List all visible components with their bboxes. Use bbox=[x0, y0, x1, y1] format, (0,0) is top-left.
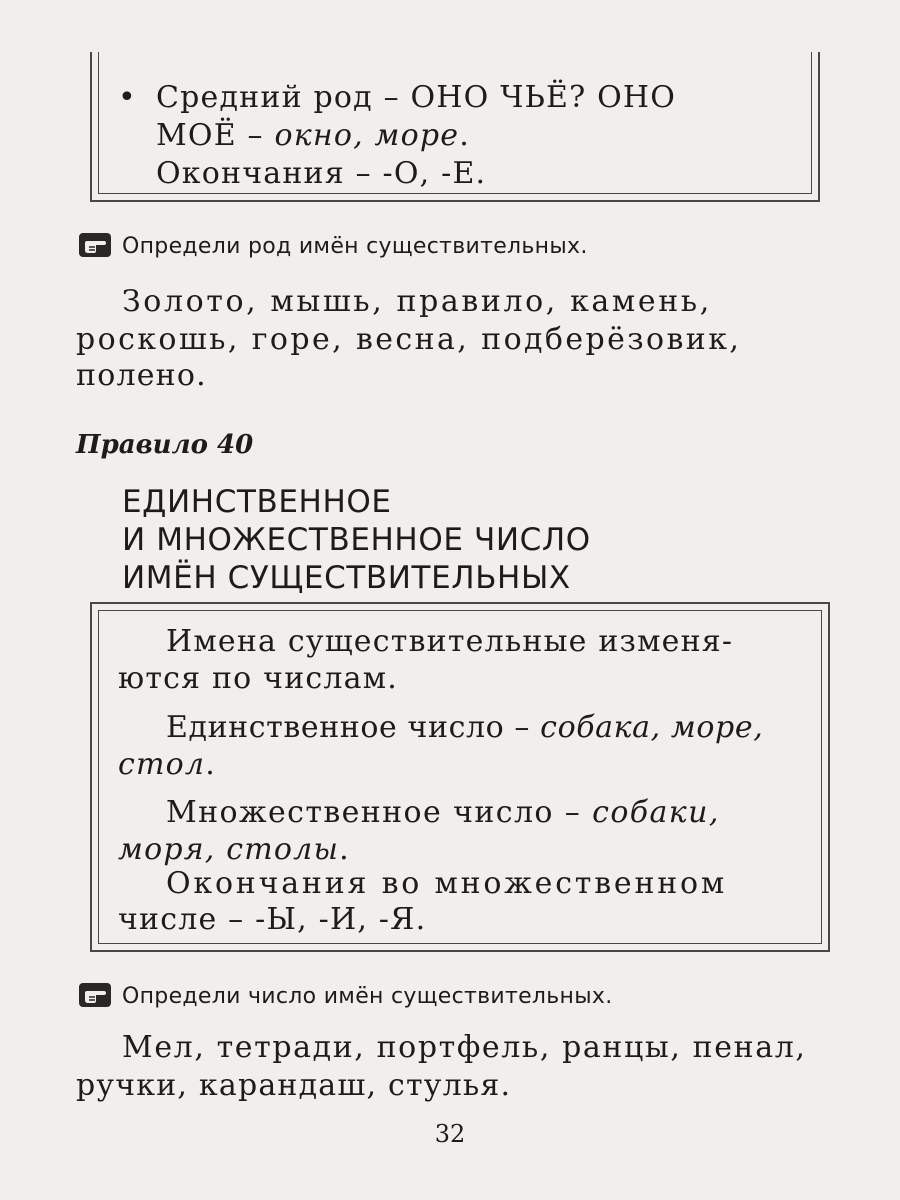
top-box-line-2: МОЁ – окно, море. bbox=[156, 118, 470, 153]
rule-text-3b: моря, столы. bbox=[118, 832, 350, 867]
rule-text-4b: числе – -Ы, -И, -Я. bbox=[118, 902, 427, 937]
pointing-hand-icon bbox=[78, 232, 112, 258]
exercise-2-line-2: ручки, карандаш, стулья. bbox=[76, 1068, 512, 1103]
rule-label: Правило 40 bbox=[76, 430, 254, 460]
top-box-line-3: Окончания – -О, -Е. bbox=[156, 156, 487, 191]
rule-text-1a: Имена существительные изменя- bbox=[166, 624, 734, 659]
rule-text-4a: Окончания во множественном bbox=[166, 866, 728, 901]
page-number: 32 bbox=[434, 1120, 466, 1148]
bullet: • bbox=[118, 80, 136, 115]
task-2-instruction: Определи число имён существительных. bbox=[122, 984, 613, 1009]
rule-heading-line-3: ИМЁН СУЩЕСТВИТЕЛЬНЫХ bbox=[122, 560, 571, 596]
rule-text-2b: стол. bbox=[118, 747, 216, 782]
exercise-1-line-3: полено. bbox=[76, 358, 207, 393]
pointing-hand-icon bbox=[78, 982, 112, 1008]
rule-text-3a: Множественное число – собаки, bbox=[166, 795, 720, 830]
rule-text-2a: Единственное число – собака, море, bbox=[166, 710, 764, 745]
top-box-line-1: Средний род – ОНО ЧЬЁ? ОНО bbox=[156, 80, 677, 115]
exercise-1-line-1: Золото, мышь, правило, камень, bbox=[122, 284, 712, 319]
task-1-instruction: Определи род имён существительных. bbox=[122, 234, 588, 259]
exercise-1-line-2: роскошь, горе, весна, подберёзовик, bbox=[76, 322, 742, 357]
rule-text-1b: ются по числам. bbox=[118, 661, 399, 696]
rule-heading-line-1: ЕДИНСТВЕННОЕ bbox=[122, 484, 392, 520]
exercise-2-line-1: Мел, тетради, портфель, ранцы, пенал, bbox=[122, 1030, 807, 1065]
rule-heading-line-2: И МНОЖЕСТВЕННОЕ ЧИСЛО bbox=[122, 522, 591, 558]
